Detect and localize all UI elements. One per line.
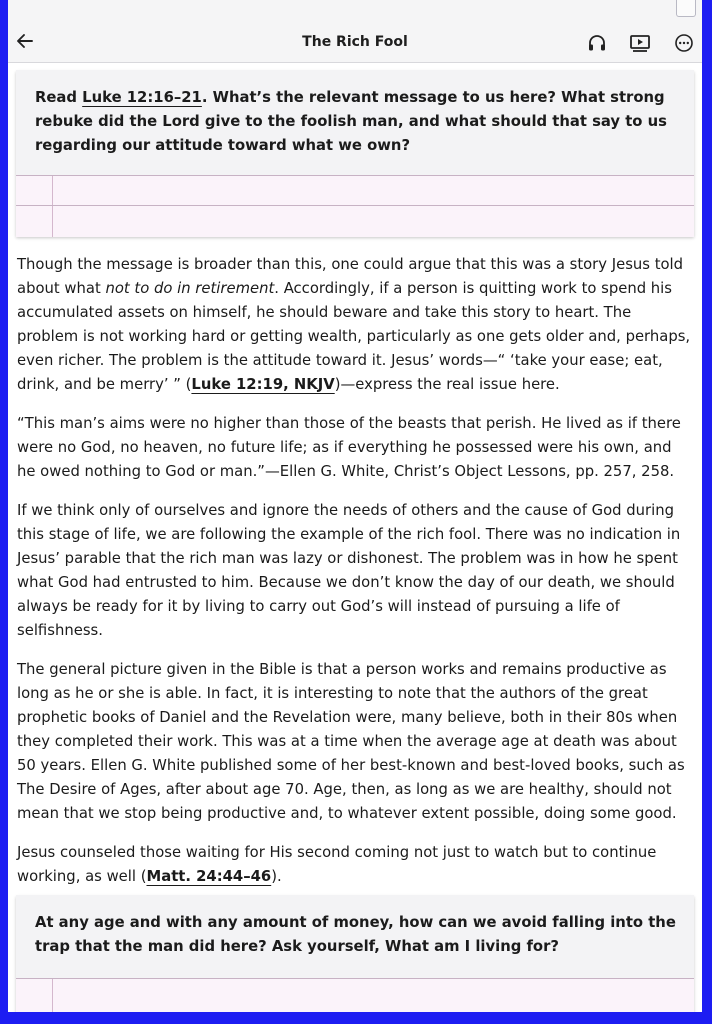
page-title: The Rich Fool: [302, 34, 408, 50]
scripture-link[interactable]: Luke 12:19, NKJV: [191, 376, 335, 393]
notebook-rule: [16, 205, 694, 206]
listen-button[interactable]: [585, 31, 609, 55]
paragraph: Though the message is broader than this, one could argue that this was a story Jesus told about what not to do in retirement. Accordingly, if a person is quitting work to spend his accumulated assets on himself, he should beware and take this story to heart. The problem is not working hard or getting wealth, particularly as one gets older and, perhaps, even richer. The problem is the attitude toward it. Jesus’ words—“ ‘take your ease; eat, drink, and be merry’ ” (Luke 12:19, NKJV)—express the real issue here.: [17, 256, 691, 393]
question-text: [35, 86, 678, 158]
lesson-body: [17, 253, 693, 904]
paragraph: Jesus counseled those waiting for His second coming not just to watch but to continue working, as well (Matt. 24:44–46).: [17, 844, 657, 885]
question-card: [16, 70, 694, 236]
paragraph: If we think only of ourselves and ignore the needs of others and the cause of God during this stage of life, we are following the example of the rich fool. There was no indication in Jesus’ parable that the rich man was lazy or dishonest. The problem was in how he spent what God had entrusted to him. Because we don’t know the day of our death, we should always be ready for it by living to carry out God’s will instead of pursuing a life of selfishness.: [17, 502, 681, 639]
question-prefix: Read: [35, 89, 83, 106]
notebook-margin: [52, 979, 53, 1012]
scripture-link[interactable]: Matt. 24:44–46: [146, 868, 272, 885]
video-button[interactable]: [628, 31, 652, 55]
headphones-icon: [587, 33, 607, 53]
answer-field[interactable]: [16, 978, 694, 1012]
paragraph: “This man’s aims were no higher than those of the beasts that perish. He lived as if there were no God, no heaven, no future life; as if everything he possessed were his own, and he owed nothing to God or man.”—Ellen G. White, Christ’s Object Lessons, pp. 257, 258.: [17, 415, 681, 480]
question-card: [16, 895, 694, 1012]
answer-field[interactable]: [16, 175, 694, 237]
more-options-button[interactable]: [672, 31, 696, 55]
scripture-link[interactable]: Luke 12:16–21: [82, 89, 202, 106]
top-toolbar: [8, 0, 702, 63]
app-window: [8, 0, 702, 1012]
corner-handle: [676, 0, 696, 17]
play-video-icon: [629, 33, 651, 53]
notebook-margin: [52, 176, 53, 237]
question-text: At any age and with any amount of money, how can we avoid falling into the trap that the man did here? Ask yourself, What am I living for?: [35, 914, 676, 955]
question-body: . What’s the relevant message to us here? What strong rebuke did the Lord give to the foolish man, and what should that say to us regarding our attitude toward what we own?: [35, 89, 667, 154]
more-options-icon: [674, 33, 694, 53]
paragraph: The general picture given in the Bible is that a person works and remains productive as long as he or she is able. In fact, it is interesting to note that the authors of the great prophetic books of Daniel and the Revelation were, many believe, both in their 80s when they completed their work. This was at a time when the average age at death was about 50 years. Ellen G. White published some of her best-known and best-loved books, such as The Desire of Ages, after about age 70. Age, then, as long as we are healthy, should not mean that we stop being productive and, to whatever extent possible, doing some good.: [17, 661, 685, 822]
